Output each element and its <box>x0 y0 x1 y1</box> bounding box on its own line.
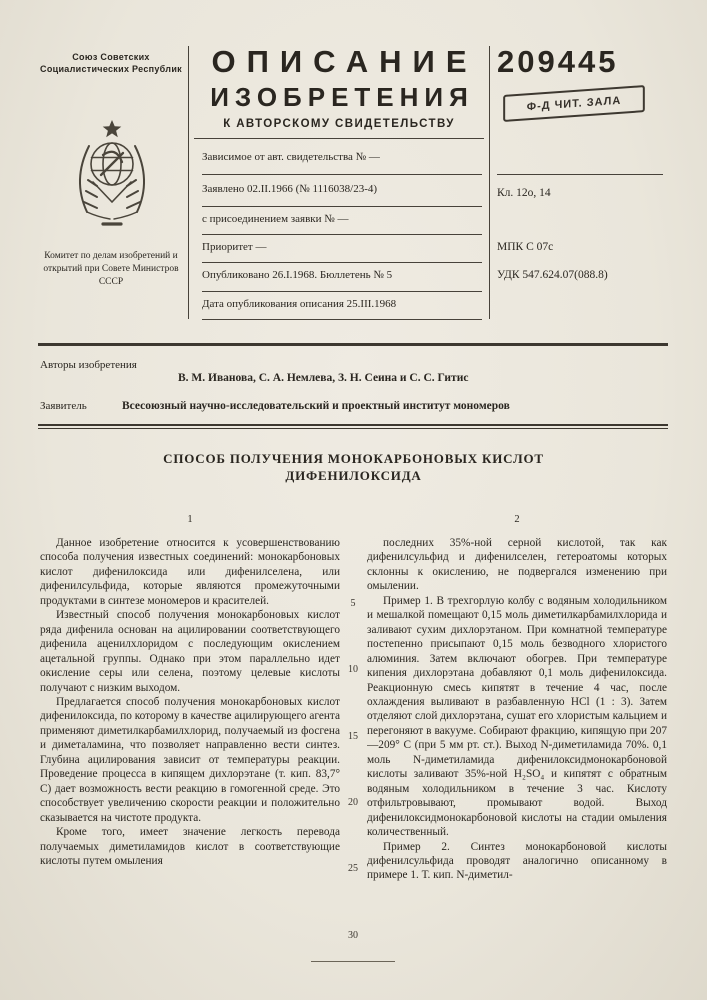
field-published: Опубликовано 26.I.1968. Бюллетень № 5 <box>202 269 393 281</box>
applicant-label: Заявитель <box>40 400 87 412</box>
paragraph: Известный способ получения монокарбоновых кислот ряда дифенила основан на ацилировании соответствующего дифенила аценилхлоридом с последующим окислением ацетальной группы. Однако при этом параллельно идет окисление серы или селена, поэтому целевые кислоты получают с низким выходом. <box>40 609 340 694</box>
ussr-emblem-graphic <box>62 118 162 234</box>
paragraph: Предлагается способ получения монокарбоновых кислот дифенилоксида, по которому в качестве ацилирующего агента применяют диметилкарбамилхлорид, получаемый из фосгена и диметаламина, что позволяет направленно вести синтез. Глубина ацилирования зависит от температуры реакции. Проведение процесса в кипящем дихлорэтане (т. кип. 83,7° С) дает возможность вести реакцию в гомогенной среде. Это способствует увеличению скорости реакции и положительно сказывается на чистоте продукта. <box>40 695 340 824</box>
authors-label: Авторы изобретения <box>40 359 137 371</box>
authors-names: В. М. Иванова, С. А. Немлева, З. Н. Сеина и С. С. Гитис <box>178 372 469 384</box>
field-divider <box>202 234 482 235</box>
document-type-title-line2: ИЗОБРЕТЕНИЯ <box>210 82 474 112</box>
section-divider-thick <box>38 343 668 346</box>
paragraph: Пример 2. Синтез монокарбоновой кислоты дифенилсульфида проводят аналогично описанному в примере 1. Т. кип. N-диметил- <box>367 840 667 882</box>
field-dependent-certificate: Зависимое от авт. свидетельства № — <box>202 151 380 163</box>
document-type-title-line1: ОПИСАНИЕ <box>211 44 478 79</box>
field-divider <box>202 206 482 207</box>
field-divider <box>202 291 482 292</box>
line-number-5: 5 <box>350 598 356 609</box>
field-attached-application: с присоединением заявки № — <box>202 213 349 225</box>
mpk-label: МПК С 07с <box>497 241 554 253</box>
document-subtitle: К АВТОРСКОМУ СВИДЕТЕЛЬСТВУ <box>223 118 455 130</box>
line-number-20: 20 <box>348 797 358 808</box>
field-priority: Приоритет — <box>202 241 267 253</box>
issuing-union-label: Союз Советских Социалистических Республик <box>40 52 182 74</box>
line-number-30: 30 <box>348 930 358 941</box>
library-stamp-text: Ф-Д ЧИТ. ЗАЛА <box>526 94 622 113</box>
section-divider-double <box>38 424 668 429</box>
line-number-25: 25 <box>348 863 358 874</box>
library-stamp <box>503 85 645 122</box>
line-number-15: 15 <box>348 731 358 742</box>
field-declared-date: Заявлено 02.II.1966 (№ 1116038/23-4) <box>202 183 378 195</box>
field-divider <box>202 174 482 175</box>
body-column-left <box>40 536 340 948</box>
body-column-right <box>367 536 667 948</box>
masthead-right-divider <box>489 46 490 319</box>
paragraph: Кроме того, имеет значение легкость перевода получаемых диметиламидов кислот в соответствующие кислоты путем омыления <box>40 826 340 867</box>
ussr-coat-of-arms <box>62 118 162 234</box>
field-divider <box>202 262 482 263</box>
paragraph: последних 35%-ной серной кислотой, так как дифенилсульфид и дифенилселен, гетероатомы которых склонны к окислению, не подвергался изменению при омылении. <box>367 537 667 593</box>
udk-label: УДК 547.624.07(088.8) <box>497 269 608 281</box>
field-publication-date: Дата опубликования описания 25.III.1968 <box>202 298 397 310</box>
committee-label: Комитет по делам изобретений и открытий при Совете Министров СССР <box>43 251 179 287</box>
masthead-left-divider <box>188 46 189 319</box>
bottom-page-mark <box>311 961 395 962</box>
column-number-2: 2 <box>514 514 520 525</box>
field-divider <box>202 319 482 320</box>
right-column-divider <box>497 174 663 175</box>
invention-title-line1: СПОСОБ ПОЛУЧЕНИЯ МОНОКАРБОНОВЫХ КИСЛОТ <box>163 451 544 466</box>
column-number-1: 1 <box>187 514 193 525</box>
patent-number: 209445 <box>497 44 619 79</box>
line-number-10: 10 <box>348 664 358 675</box>
applicant-name: Всесоюзный научно-исследовательский и проектный институт мономеров <box>122 400 510 412</box>
subtitle-divider <box>194 138 484 139</box>
paragraph: Данное изобретение относится к усовершенствованию способа получения известных соединений: монокарбоновых кислот дифенилоксида или дифенилселена, или дифенилсульфида, которые являются промежуточными продуктами в синтезе мономеров и красителей. <box>40 537 340 607</box>
paragraph: Пример 1. В трехгорлую колбу с водяным холодильником и мешалкой помещают 0,15 моль диметилкарбамилхлорида и заливают сухим дихлорэтаном. При комнатной температуре постепенно присыпают 0,15 моль безводного хлористого алюминия. Затем включают обогрев. При температуре кипения дихлорэтана добавляют 0,1 моль дифенилоксида. Реакционную смесь кипятят в течение 4 час, после охлаждения выливают в разбавленную HCl (1 : 3). Затем отделяют слой дихлорэтана, сушат его хлористым кальцием и перегоняют в вакууме. Собирают фракцию, кипящую при 207—209° С (при 5 мм рт. ст.). Выход N-диметиламида 70%. 0,1 моль N-диметиламида дифенилоксидмонокарбоновой кислоты заливают 35%-ной H₂SO₄ и кипятят с обратным водяным холодильником в течение 3 час. Кислоту отфильтровывают, промывают водой. Выход дифенилоксидмонокарбоновой кислоты на стадии омыления количественный. <box>367 594 667 839</box>
invention-title-line2: ДИФЕНИЛОКСИДА <box>285 468 422 483</box>
classification-label: Кл. 12o, 14 <box>497 187 551 199</box>
